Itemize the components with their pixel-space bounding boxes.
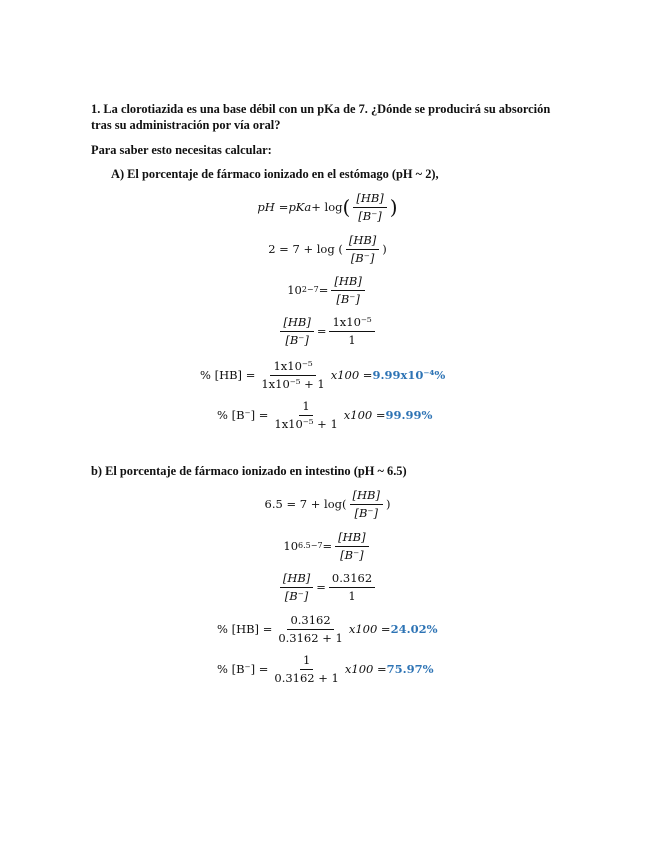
eq-b5-result: 75.97% [386, 662, 434, 676]
section-a-heading: A) El porcentaje de fármaco ionizado en el estómago (pH ~ 2), [111, 167, 439, 181]
eq-a6-fraction: $\frac{1}{\text{1x10⁻⁵ + 1}}$ [274, 398, 338, 431]
equation-a2 [0, 232, 655, 266]
eq-a2-fraction: $\frac{[HB]}{[B^-]}$ [346, 234, 379, 265]
eq-a3-base: 10 [287, 283, 302, 297]
eq-a5-mult: x100 = [330, 368, 373, 382]
eq-a4-right-fraction: $\frac{\text{1x10⁻⁵}}{1}$ [329, 316, 374, 347]
eq-a6-lhs: % [B⁻] = [217, 408, 269, 422]
eq-b2-equals: = [322, 539, 333, 553]
eq-b3-left-fraction: $\frac{[HB]}{[B^-]}$ [280, 572, 313, 603]
eq-b4-result: 24.02% [390, 622, 438, 636]
question-line-2: tras su administración por vía oral? [91, 118, 281, 132]
eq-b4-mult: x100 = [348, 622, 391, 636]
eq-a4-equals: = [316, 324, 327, 338]
eq-a1-equals: = [278, 200, 289, 214]
equation-b5 [217, 652, 434, 686]
eq-a1-fraction: $\frac{[HB]}{[B^-]}$ [353, 192, 386, 223]
equation-b4 [217, 612, 438, 646]
eq-a5-result: 9.99x10⁻⁴% [372, 368, 446, 382]
eq-b2-fraction: $\frac{[HB]}{[B^-]}$ [335, 531, 368, 562]
eq-b3-right-fraction: $\frac{0.3162}{1}$ [329, 572, 375, 603]
eq-b5-lhs: % [B⁻] = [217, 662, 269, 676]
eq-a1-log: + log [311, 200, 343, 214]
eq-a2-close: ) [382, 242, 387, 256]
eq-a3-equals: = [318, 283, 329, 297]
eq-b5-fraction: $\frac{1}{0.3162 + 1}$ [274, 652, 339, 685]
equation-a1: pH = pKa + log ( $\frac{[HB]}{[B^-]}$ ) [257, 190, 398, 223]
eq-a1-pka: pKa [288, 200, 312, 214]
equation-b2: 10 6.5−7 = $\frac{[HB]}{[B^-]}$ [0, 529, 655, 563]
eq-a3-fraction: $\frac{[HB]}{[B^-]}$ [331, 275, 364, 306]
eq-b1-close: ) [385, 497, 391, 511]
eq-b5-mult: x100 = [344, 662, 387, 676]
eq-a6-result: 99.99% [385, 408, 433, 422]
eq-b1-fraction: $\frac{[HB]}{[B^-]}$ [350, 489, 383, 520]
eq-b3-equals: = [316, 580, 326, 594]
equation-a4 [0, 314, 655, 348]
equation-b3 [0, 570, 655, 604]
equation-a3: 10 2−7 = $\frac{[HB]}{[B^-]}$ [0, 273, 655, 307]
eq-a2-lhs: 2 = 7 + log ( [268, 242, 343, 256]
intro-text: Para saber esto necesitas calcular: [91, 143, 272, 157]
equation-a5 [200, 358, 445, 392]
equation-a6 [217, 398, 432, 432]
eq-a4-left-fraction: $\frac{[HB]}{[B^-]}$ [280, 316, 313, 347]
eq-a5-fraction: $\frac{\text{1x10⁻⁵}}{\text{1x10⁻⁵ + 1}}$ [261, 358, 325, 391]
eq-b1-lhs: 6.5 = 7 + log( [264, 497, 347, 511]
eq-b4-lhs: % [HB] = [217, 622, 273, 636]
eq-a1-lhs: pH [257, 200, 275, 214]
question-line-1: 1. La clorotiazida es una base débil con un pKa de 7. ¿Dónde se producirá su absorción [91, 102, 551, 116]
eq-a5-lhs: % [HB] = [200, 368, 256, 382]
eq-b2-base: 10 [283, 539, 299, 553]
eq-a6-mult: x100 = [343, 408, 386, 422]
equation-b1 [0, 487, 655, 521]
eq-b4-fraction: $\frac{0.3162}{0.3162 + 1}$ [278, 612, 343, 645]
section-b-heading: b) El porcentaje de fármaco ionizado en intestino (pH ~ 6.5) [91, 464, 407, 478]
